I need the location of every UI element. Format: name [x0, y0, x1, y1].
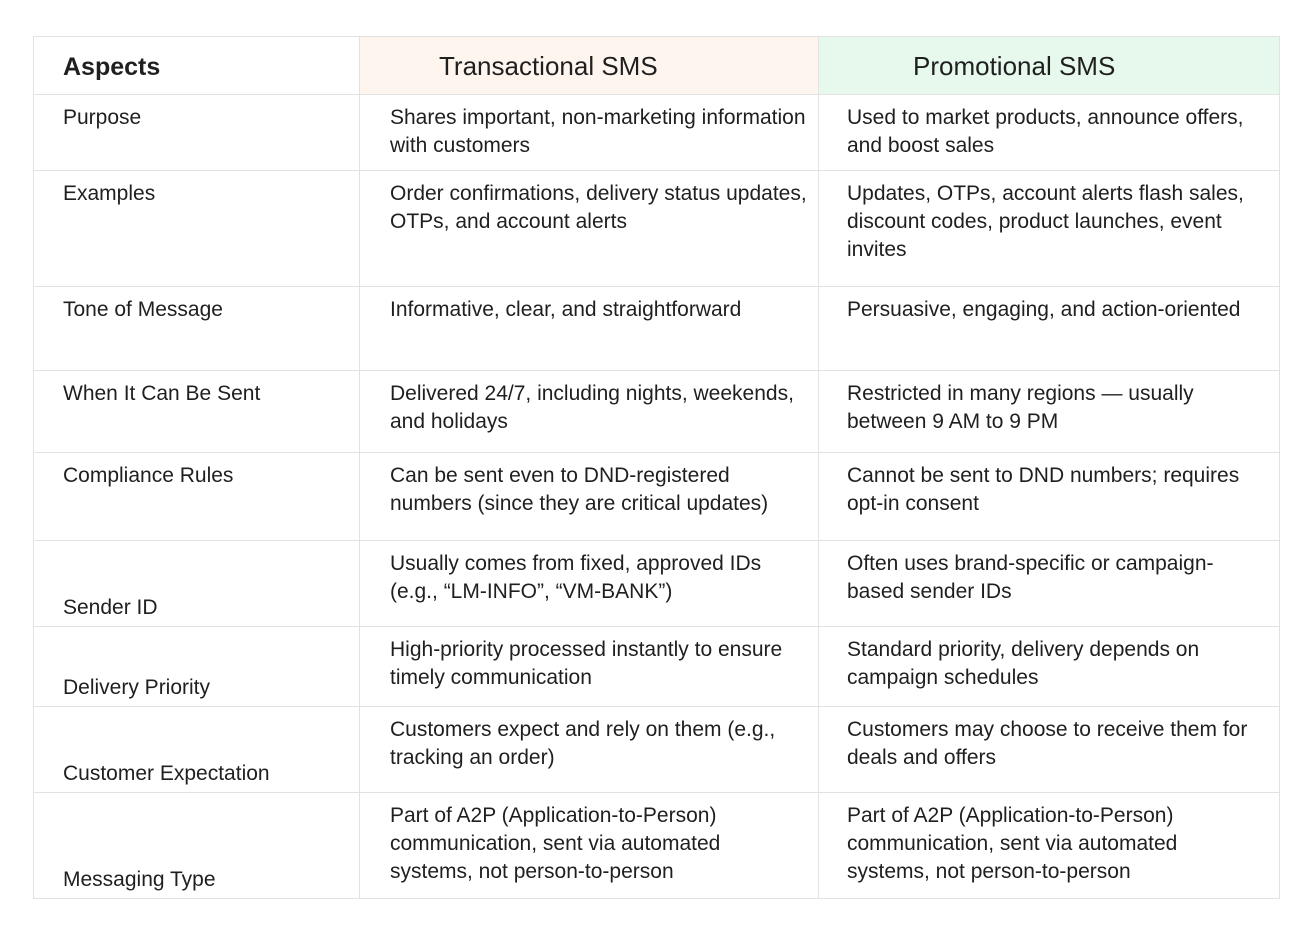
aspect-cell: Sender ID [34, 541, 360, 627]
aspect-cell: Messaging Type [34, 793, 360, 899]
aspect-cell: Delivery Priority [34, 627, 360, 707]
promotional-cell: Used to market products, announce offers, and boost sales [819, 95, 1280, 171]
promotional-cell: Cannot be sent to DND numbers; requires opt-in consent [819, 453, 1280, 541]
aspect-cell: Compliance Rules [34, 453, 360, 541]
transactional-cell: Part of A2P (Application-to-Person) communication, sent via automated systems, not person-to-person [360, 793, 819, 899]
promotional-cell: Restricted in many regions — usually between 9 AM to 9 PM [819, 371, 1280, 453]
table-row [34, 707, 1280, 793]
header-transactional-sms: Transactional SMS [360, 37, 819, 95]
transactional-cell: Informative, clear, and straightforward [360, 287, 819, 371]
transactional-cell: Can be sent even to DND-registered numbers (since they are critical updates) [360, 453, 819, 541]
aspect-cell: Examples [34, 171, 360, 287]
aspect-cell: When It Can Be Sent [34, 371, 360, 453]
aspect-cell: Customer Expectation [34, 707, 360, 793]
table-row [34, 171, 1280, 287]
transactional-cell: High-priority processed instantly to ensure timely communication [360, 627, 819, 707]
header-row [34, 37, 1280, 95]
comparison-table [33, 36, 1280, 899]
header-promotional-sms: Promotional SMS [819, 37, 1280, 95]
promotional-cell: Persuasive, engaging, and action-oriented [819, 287, 1280, 371]
promotional-cell: Updates, OTPs, account alerts flash sales, discount codes, product launches, event invites [819, 171, 1280, 287]
header-aspects: Aspects [34, 37, 360, 95]
table-row [34, 793, 1280, 899]
promotional-cell: Often uses brand-specific or campaign-based sender IDs [819, 541, 1280, 627]
transactional-cell: Order confirmations, delivery status updates, OTPs, and account alerts [360, 171, 819, 287]
table-row [34, 371, 1280, 453]
transactional-cell: Customers expect and rely on them (e.g., tracking an order) [360, 707, 819, 793]
table-row [34, 453, 1280, 541]
table-row [34, 95, 1280, 171]
promotional-cell: Standard priority, delivery depends on campaign schedules [819, 627, 1280, 707]
table-body [34, 95, 1280, 899]
transactional-cell: Usually comes from fixed, approved IDs (e.g., “LM-INFO”, “VM-BANK”) [360, 541, 819, 627]
aspect-cell: Tone of Message [34, 287, 360, 371]
table-row [34, 287, 1280, 371]
table-row [34, 541, 1280, 627]
table-row [34, 627, 1280, 707]
transactional-cell: Shares important, non-marketing information with customers [360, 95, 819, 171]
table-header [34, 37, 1280, 95]
aspect-cell: Purpose [34, 95, 360, 171]
transactional-cell: Delivered 24/7, including nights, weekends, and holidays [360, 371, 819, 453]
promotional-cell: Customers may choose to receive them for deals and offers [819, 707, 1280, 793]
promotional-cell: Part of A2P (Application-to-Person) communication, sent via automated systems, not person-to-person [819, 793, 1280, 899]
